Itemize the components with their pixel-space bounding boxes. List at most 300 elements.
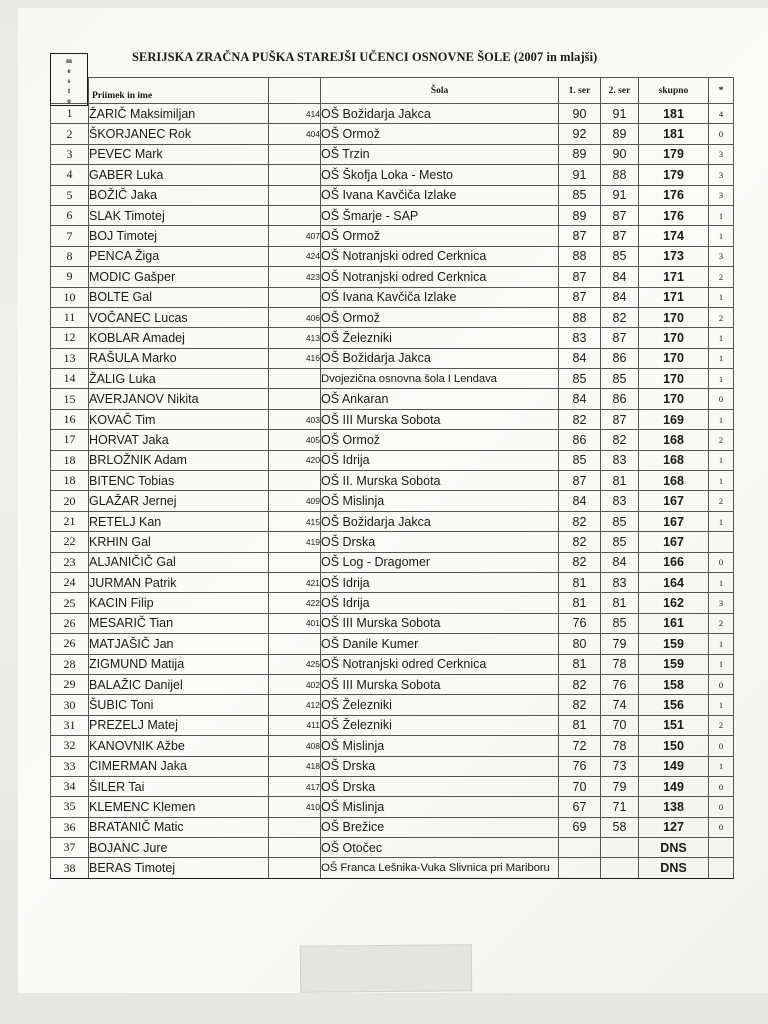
total-score: 179	[639, 165, 709, 185]
id-code-cell	[269, 471, 321, 491]
rank-cell: 21	[51, 511, 89, 531]
series1-score: 82	[559, 409, 601, 429]
id-code-cell: 414	[269, 104, 321, 124]
rank-cell: 34	[51, 776, 89, 796]
series2-score: 82	[601, 307, 639, 327]
table-row	[51, 776, 734, 796]
series1-score: 87	[559, 267, 601, 287]
mark-cell: 1	[709, 226, 734, 246]
table-row	[51, 736, 734, 756]
id-code-cell	[269, 369, 321, 389]
school-cell: OŠ Ormož	[321, 430, 559, 450]
mark-cell	[709, 858, 734, 878]
id-code-cell: 408	[269, 736, 321, 756]
total-score: 179	[639, 144, 709, 164]
series2-score: 84	[601, 552, 639, 572]
total-score: 168	[639, 450, 709, 470]
table-row	[51, 858, 734, 878]
school-cell: OŠ Škofja Loka - Mesto	[321, 165, 559, 185]
name-cell: RAŠULA Marko	[89, 348, 269, 368]
name-cell: JURMAN Patrik	[89, 572, 269, 592]
name-cell: BOLTE Gal	[89, 287, 269, 307]
mesto-letter: e	[67, 67, 71, 75]
mark-cell: 0	[709, 736, 734, 756]
rank-cell: 4	[51, 165, 89, 185]
school-cell: OŠ Božidarja Jakca	[321, 104, 559, 124]
document-title: SERIJSKA ZRAČNA PUŠKA STAREJŠI UČENCI OSNOVNE ŠOLE (2007 in mlajši)	[132, 50, 598, 64]
school-cell: OŠ Drska	[321, 756, 559, 776]
name-cell: BOŽIČ Jaka	[89, 185, 269, 205]
school-cell: OŠ Ormož	[321, 307, 559, 327]
name-cell: HORVAT Jaka	[89, 430, 269, 450]
series1-score: 85	[559, 185, 601, 205]
table-row	[51, 124, 734, 144]
rank-cell: 16	[51, 409, 89, 429]
series2-score	[601, 858, 639, 878]
mark-cell: 2	[709, 430, 734, 450]
id-code-cell: 413	[269, 328, 321, 348]
mark-cell: 0	[709, 124, 734, 144]
id-code-cell: 422	[269, 593, 321, 613]
code-header	[269, 78, 321, 104]
rank-cell: 26	[51, 634, 89, 654]
id-code-cell: 410	[269, 797, 321, 817]
rank-cell: 13	[51, 348, 89, 368]
total-score: 149	[639, 756, 709, 776]
series1-score: 84	[559, 348, 601, 368]
series1-score: 82	[559, 674, 601, 694]
table-row	[51, 817, 734, 837]
series1-score: 82	[559, 511, 601, 531]
school-cell: OŠ Idrija	[321, 593, 559, 613]
rank-cell: 26	[51, 613, 89, 633]
table-row	[51, 389, 734, 409]
rank-cell: 18	[51, 450, 89, 470]
id-code-cell: 402	[269, 674, 321, 694]
mark-cell: 2	[709, 491, 734, 511]
series2-score: 78	[601, 736, 639, 756]
rank-cell: 5	[51, 185, 89, 205]
name-cell: KACIN Filip	[89, 593, 269, 613]
mark-cell: 2	[709, 715, 734, 735]
name-cell: ŽARIČ Maksimiljan	[89, 104, 269, 124]
series1-score: 82	[559, 695, 601, 715]
mesto-letter: s	[67, 77, 71, 85]
table-row	[51, 226, 734, 246]
total-score: 181	[639, 124, 709, 144]
table-row	[51, 369, 734, 389]
series2-score: 90	[601, 144, 639, 164]
rank-cell: 32	[51, 736, 89, 756]
series1-score: 84	[559, 491, 601, 511]
total-score: 174	[639, 226, 709, 246]
id-code-cell: 407	[269, 226, 321, 246]
school-cell: OŠ Drska	[321, 532, 559, 552]
name-cell: GLAŽAR Jernej	[89, 491, 269, 511]
school-cell: OŠ III Murska Sobota	[321, 674, 559, 694]
series2-score: 83	[601, 450, 639, 470]
series1-score: 87	[559, 471, 601, 491]
total-score: 159	[639, 654, 709, 674]
mark-cell: 1	[709, 634, 734, 654]
series2-score: 83	[601, 491, 639, 511]
school-cell: OŠ Brežice	[321, 817, 559, 837]
series2-score: 82	[601, 430, 639, 450]
series1-score: 70	[559, 776, 601, 796]
total-score: 150	[639, 736, 709, 756]
total-score: 170	[639, 369, 709, 389]
name-cell: ZIGMUND Matija	[89, 654, 269, 674]
table-row	[51, 307, 734, 327]
id-code-cell: 420	[269, 450, 321, 470]
series1-score: 85	[559, 369, 601, 389]
rank-cell: 8	[51, 246, 89, 266]
table-header-row	[51, 78, 734, 104]
name-cell: KRHIN Gal	[89, 532, 269, 552]
series2-score: 79	[601, 776, 639, 796]
table-row	[51, 634, 734, 654]
series1-score: 92	[559, 124, 601, 144]
school-cell: OŠ Ankaran	[321, 389, 559, 409]
mark-cell: 1	[709, 328, 734, 348]
school-cell: OŠ Trzin	[321, 144, 559, 164]
total-score: 169	[639, 409, 709, 429]
name-cell: MESARIČ Tian	[89, 613, 269, 633]
series1-score: 67	[559, 797, 601, 817]
name-cell: ŠILER Tai	[89, 776, 269, 796]
mark-cell: 0	[709, 776, 734, 796]
table-row	[51, 511, 734, 531]
mark-cell: 3	[709, 144, 734, 164]
total-score: 168	[639, 471, 709, 491]
total-score: 167	[639, 491, 709, 511]
id-code-cell	[269, 817, 321, 837]
mark-cell: 1	[709, 572, 734, 592]
table-row	[51, 144, 734, 164]
mark-cell: 3	[709, 165, 734, 185]
mark-cell: 0	[709, 552, 734, 572]
table-row	[51, 797, 734, 817]
school-cell: OŠ Božidarja Jakca	[321, 348, 559, 368]
table-row	[51, 267, 734, 287]
id-code-cell	[269, 552, 321, 572]
series2-score: 74	[601, 695, 639, 715]
mark-cell	[709, 838, 734, 858]
mark-cell: 1	[709, 756, 734, 776]
series1-score: 85	[559, 450, 601, 470]
series2-score: 84	[601, 267, 639, 287]
name-cell: KOVAČ Tim	[89, 409, 269, 429]
name-cell: PEVEC Mark	[89, 144, 269, 164]
total-score: 173	[639, 246, 709, 266]
mark-cell: 1	[709, 511, 734, 531]
id-code-cell: 419	[269, 532, 321, 552]
total-score: 127	[639, 817, 709, 837]
rank-cell: 22	[51, 532, 89, 552]
series2-score: 83	[601, 572, 639, 592]
results-table	[50, 77, 734, 879]
name-cell: BRATANIČ Matic	[89, 817, 269, 837]
rank-cell: 2	[51, 124, 89, 144]
school-cell: OŠ III Murska Sobota	[321, 613, 559, 633]
series1-score	[559, 838, 601, 858]
school-cell: OŠ Železniki	[321, 328, 559, 348]
rank-cell: 1	[51, 104, 89, 124]
table-row	[51, 471, 734, 491]
table-row	[51, 491, 734, 511]
series2-score: 81	[601, 593, 639, 613]
total-score: 159	[639, 634, 709, 654]
series1-score: 86	[559, 430, 601, 450]
id-code-cell	[269, 287, 321, 307]
name-cell: ŠUBIC Toni	[89, 695, 269, 715]
school-cell: OŠ Franca Lešnika-Vuka Slivnica pri Mariboru	[321, 858, 559, 878]
total-score: DNS	[639, 838, 709, 858]
school-cell: Dvojezična osnovna šola I Lendava	[321, 369, 559, 389]
id-code-cell	[269, 205, 321, 225]
name-cell: CIMERMAN Jaka	[89, 756, 269, 776]
id-code-cell	[269, 185, 321, 205]
name-cell: BERAS Timotej	[89, 858, 269, 878]
total-score: 168	[639, 430, 709, 450]
series1-score: 76	[559, 756, 601, 776]
table-row	[51, 205, 734, 225]
mark-cell: 1	[709, 409, 734, 429]
rank-cell: 9	[51, 267, 89, 287]
school-cell: OŠ Log - Dragomer	[321, 552, 559, 572]
series2-score: 91	[601, 185, 639, 205]
school-cell: OŠ Mislinja	[321, 491, 559, 511]
mark-cell: 1	[709, 695, 734, 715]
series1-score: 89	[559, 205, 601, 225]
series1-score: 88	[559, 307, 601, 327]
name-cell: ŽALIG Luka	[89, 369, 269, 389]
total-score: 166	[639, 552, 709, 572]
series1-score: 69	[559, 817, 601, 837]
id-code-cell: 406	[269, 307, 321, 327]
rank-cell: 28	[51, 654, 89, 674]
series2-score: 58	[601, 817, 639, 837]
total-score: 161	[639, 613, 709, 633]
total-score: 171	[639, 287, 709, 307]
series2-score: 84	[601, 287, 639, 307]
total-score: 138	[639, 797, 709, 817]
mark-cell	[709, 532, 734, 552]
id-code-cell: 418	[269, 756, 321, 776]
name-cell: KLEMENC Klemen	[89, 797, 269, 817]
rank-cell: 18	[51, 471, 89, 491]
mark-cell: 3	[709, 185, 734, 205]
series2-score: 85	[601, 369, 639, 389]
rank-cell: 36	[51, 817, 89, 837]
school-cell: OŠ Ormož	[321, 226, 559, 246]
name-cell: BOJ Timotej	[89, 226, 269, 246]
mark-cell: 3	[709, 593, 734, 613]
table-row	[51, 409, 734, 429]
rank-cell: 12	[51, 328, 89, 348]
series1-score: 81	[559, 715, 601, 735]
series2-score	[601, 838, 639, 858]
id-code-cell: 423	[269, 267, 321, 287]
series2-score: 87	[601, 205, 639, 225]
school-cell: OŠ Idrija	[321, 572, 559, 592]
series1-score: 72	[559, 736, 601, 756]
mark-cell: 2	[709, 613, 734, 633]
id-code-cell: 424	[269, 246, 321, 266]
rank-cell: 6	[51, 205, 89, 225]
total-score: 158	[639, 674, 709, 694]
table-row	[51, 613, 734, 633]
series1-score: 81	[559, 654, 601, 674]
id-code-cell: 416	[269, 348, 321, 368]
total-score: 170	[639, 328, 709, 348]
mesto-letter: t	[67, 87, 71, 95]
table-row	[51, 165, 734, 185]
school-cell: OŠ III Murska Sobota	[321, 409, 559, 429]
series2-score: 85	[601, 532, 639, 552]
table-row	[51, 450, 734, 470]
rank-cell: 25	[51, 593, 89, 613]
id-code-cell	[269, 634, 321, 654]
rank-cell: 29	[51, 674, 89, 694]
series1-score: 76	[559, 613, 601, 633]
name-cell: BOJANC Jure	[89, 838, 269, 858]
mesto-letter: o	[67, 97, 71, 105]
rank-cell: 3	[51, 144, 89, 164]
rank-cell: 24	[51, 572, 89, 592]
id-code-cell: 401	[269, 613, 321, 633]
total-score: 151	[639, 715, 709, 735]
school-cell: OŠ Idrija	[321, 450, 559, 470]
school-cell: OŠ Ivana Kavčiča Izlake	[321, 185, 559, 205]
school-cell: OŠ Danile Kumer	[321, 634, 559, 654]
series2-score: 81	[601, 471, 639, 491]
school-cell: OŠ Mislinja	[321, 736, 559, 756]
school-cell: OŠ Notranjski odred Cerknica	[321, 246, 559, 266]
id-code-cell: 405	[269, 430, 321, 450]
table-row	[51, 654, 734, 674]
table-row	[51, 838, 734, 858]
rank-cell: 30	[51, 695, 89, 715]
school-cell: OŠ Notranjski odred Cerknica	[321, 267, 559, 287]
name-cell: PENCA Žiga	[89, 246, 269, 266]
rank-cell: 17	[51, 430, 89, 450]
total-score: 181	[639, 104, 709, 124]
table-row	[51, 532, 734, 552]
mark-cell: 2	[709, 267, 734, 287]
school-cell: OŠ II. Murska Sobota	[321, 471, 559, 491]
rank-cell: 10	[51, 287, 89, 307]
name-cell: RETELJ Kan	[89, 511, 269, 531]
mark-cell: 1	[709, 471, 734, 491]
name-cell: AVERJANOV Nikita	[89, 389, 269, 409]
mark-cell: 2	[709, 307, 734, 327]
id-code-cell	[269, 858, 321, 878]
series1-score: 83	[559, 328, 601, 348]
series1-score: 90	[559, 104, 601, 124]
series2-score: 70	[601, 715, 639, 735]
series1-score: 87	[559, 226, 601, 246]
table-row	[51, 593, 734, 613]
series2-score: 73	[601, 756, 639, 776]
series1-score: 89	[559, 144, 601, 164]
rank-cell: 20	[51, 491, 89, 511]
series2-score: 89	[601, 124, 639, 144]
mesto-letter: m	[66, 57, 72, 65]
mesto-label	[51, 56, 87, 106]
name-cell: BRLOŽNIK Adam	[89, 450, 269, 470]
school-cell: OŠ Božidarja Jakca	[321, 511, 559, 531]
mark-cell: 1	[709, 348, 734, 368]
id-code-cell: 404	[269, 124, 321, 144]
mark-cell: 0	[709, 389, 734, 409]
series1-score: 84	[559, 389, 601, 409]
school-cell: OŠ Drska	[321, 776, 559, 796]
mark-cell: 1	[709, 654, 734, 674]
school-cell: OŠ Otočec	[321, 838, 559, 858]
school-cell: OŠ Železniki	[321, 695, 559, 715]
name-cell: GABER Luka	[89, 165, 269, 185]
table-row	[51, 695, 734, 715]
mark-cell: 0	[709, 797, 734, 817]
total-score: 167	[639, 511, 709, 531]
table-row	[51, 246, 734, 266]
table-row	[51, 756, 734, 776]
results-body	[51, 104, 734, 879]
name-cell: MATJAŠIČ Jan	[89, 634, 269, 654]
series2-score: 85	[601, 246, 639, 266]
total-score: 162	[639, 593, 709, 613]
school-cell: OŠ Ormož	[321, 124, 559, 144]
series1-score: 82	[559, 532, 601, 552]
rank-cell: 11	[51, 307, 89, 327]
table-row	[51, 348, 734, 368]
name-cell: ALJANIČIČ Gal	[89, 552, 269, 572]
school-cell: OŠ Mislinja	[321, 797, 559, 817]
id-code-cell	[269, 389, 321, 409]
id-code-cell: 412	[269, 695, 321, 715]
id-code-cell	[269, 144, 321, 164]
id-code-cell	[269, 838, 321, 858]
school-cell: OŠ Ivana Kavčiča Izlake	[321, 287, 559, 307]
series1-score: 80	[559, 634, 601, 654]
mark-cell: 0	[709, 674, 734, 694]
rank-cell: 31	[51, 715, 89, 735]
rank-cell: 38	[51, 858, 89, 878]
school-cell: OŠ Notranjski odred Cerknica	[321, 654, 559, 674]
name-cell: VOČANEC Lucas	[89, 307, 269, 327]
series1-score: 81	[559, 572, 601, 592]
series2-score: 71	[601, 797, 639, 817]
id-code-cell	[269, 165, 321, 185]
name-cell: ŠKORJANEC Rok	[89, 124, 269, 144]
total-score: 170	[639, 348, 709, 368]
mark-cell: 1	[709, 205, 734, 225]
table-row	[51, 287, 734, 307]
total-header: skupno	[639, 78, 709, 104]
series2-score: 86	[601, 348, 639, 368]
id-code-cell: 421	[269, 572, 321, 592]
rank-cell: 15	[51, 389, 89, 409]
ser2-header: 2. ser	[601, 78, 639, 104]
total-score: 167	[639, 532, 709, 552]
total-score: 176	[639, 185, 709, 205]
table-row	[51, 430, 734, 450]
mark-header: *	[709, 78, 734, 104]
name-cell: KOBLAR Amadej	[89, 328, 269, 348]
series2-score: 76	[601, 674, 639, 694]
ser1-header: 1. ser	[559, 78, 601, 104]
